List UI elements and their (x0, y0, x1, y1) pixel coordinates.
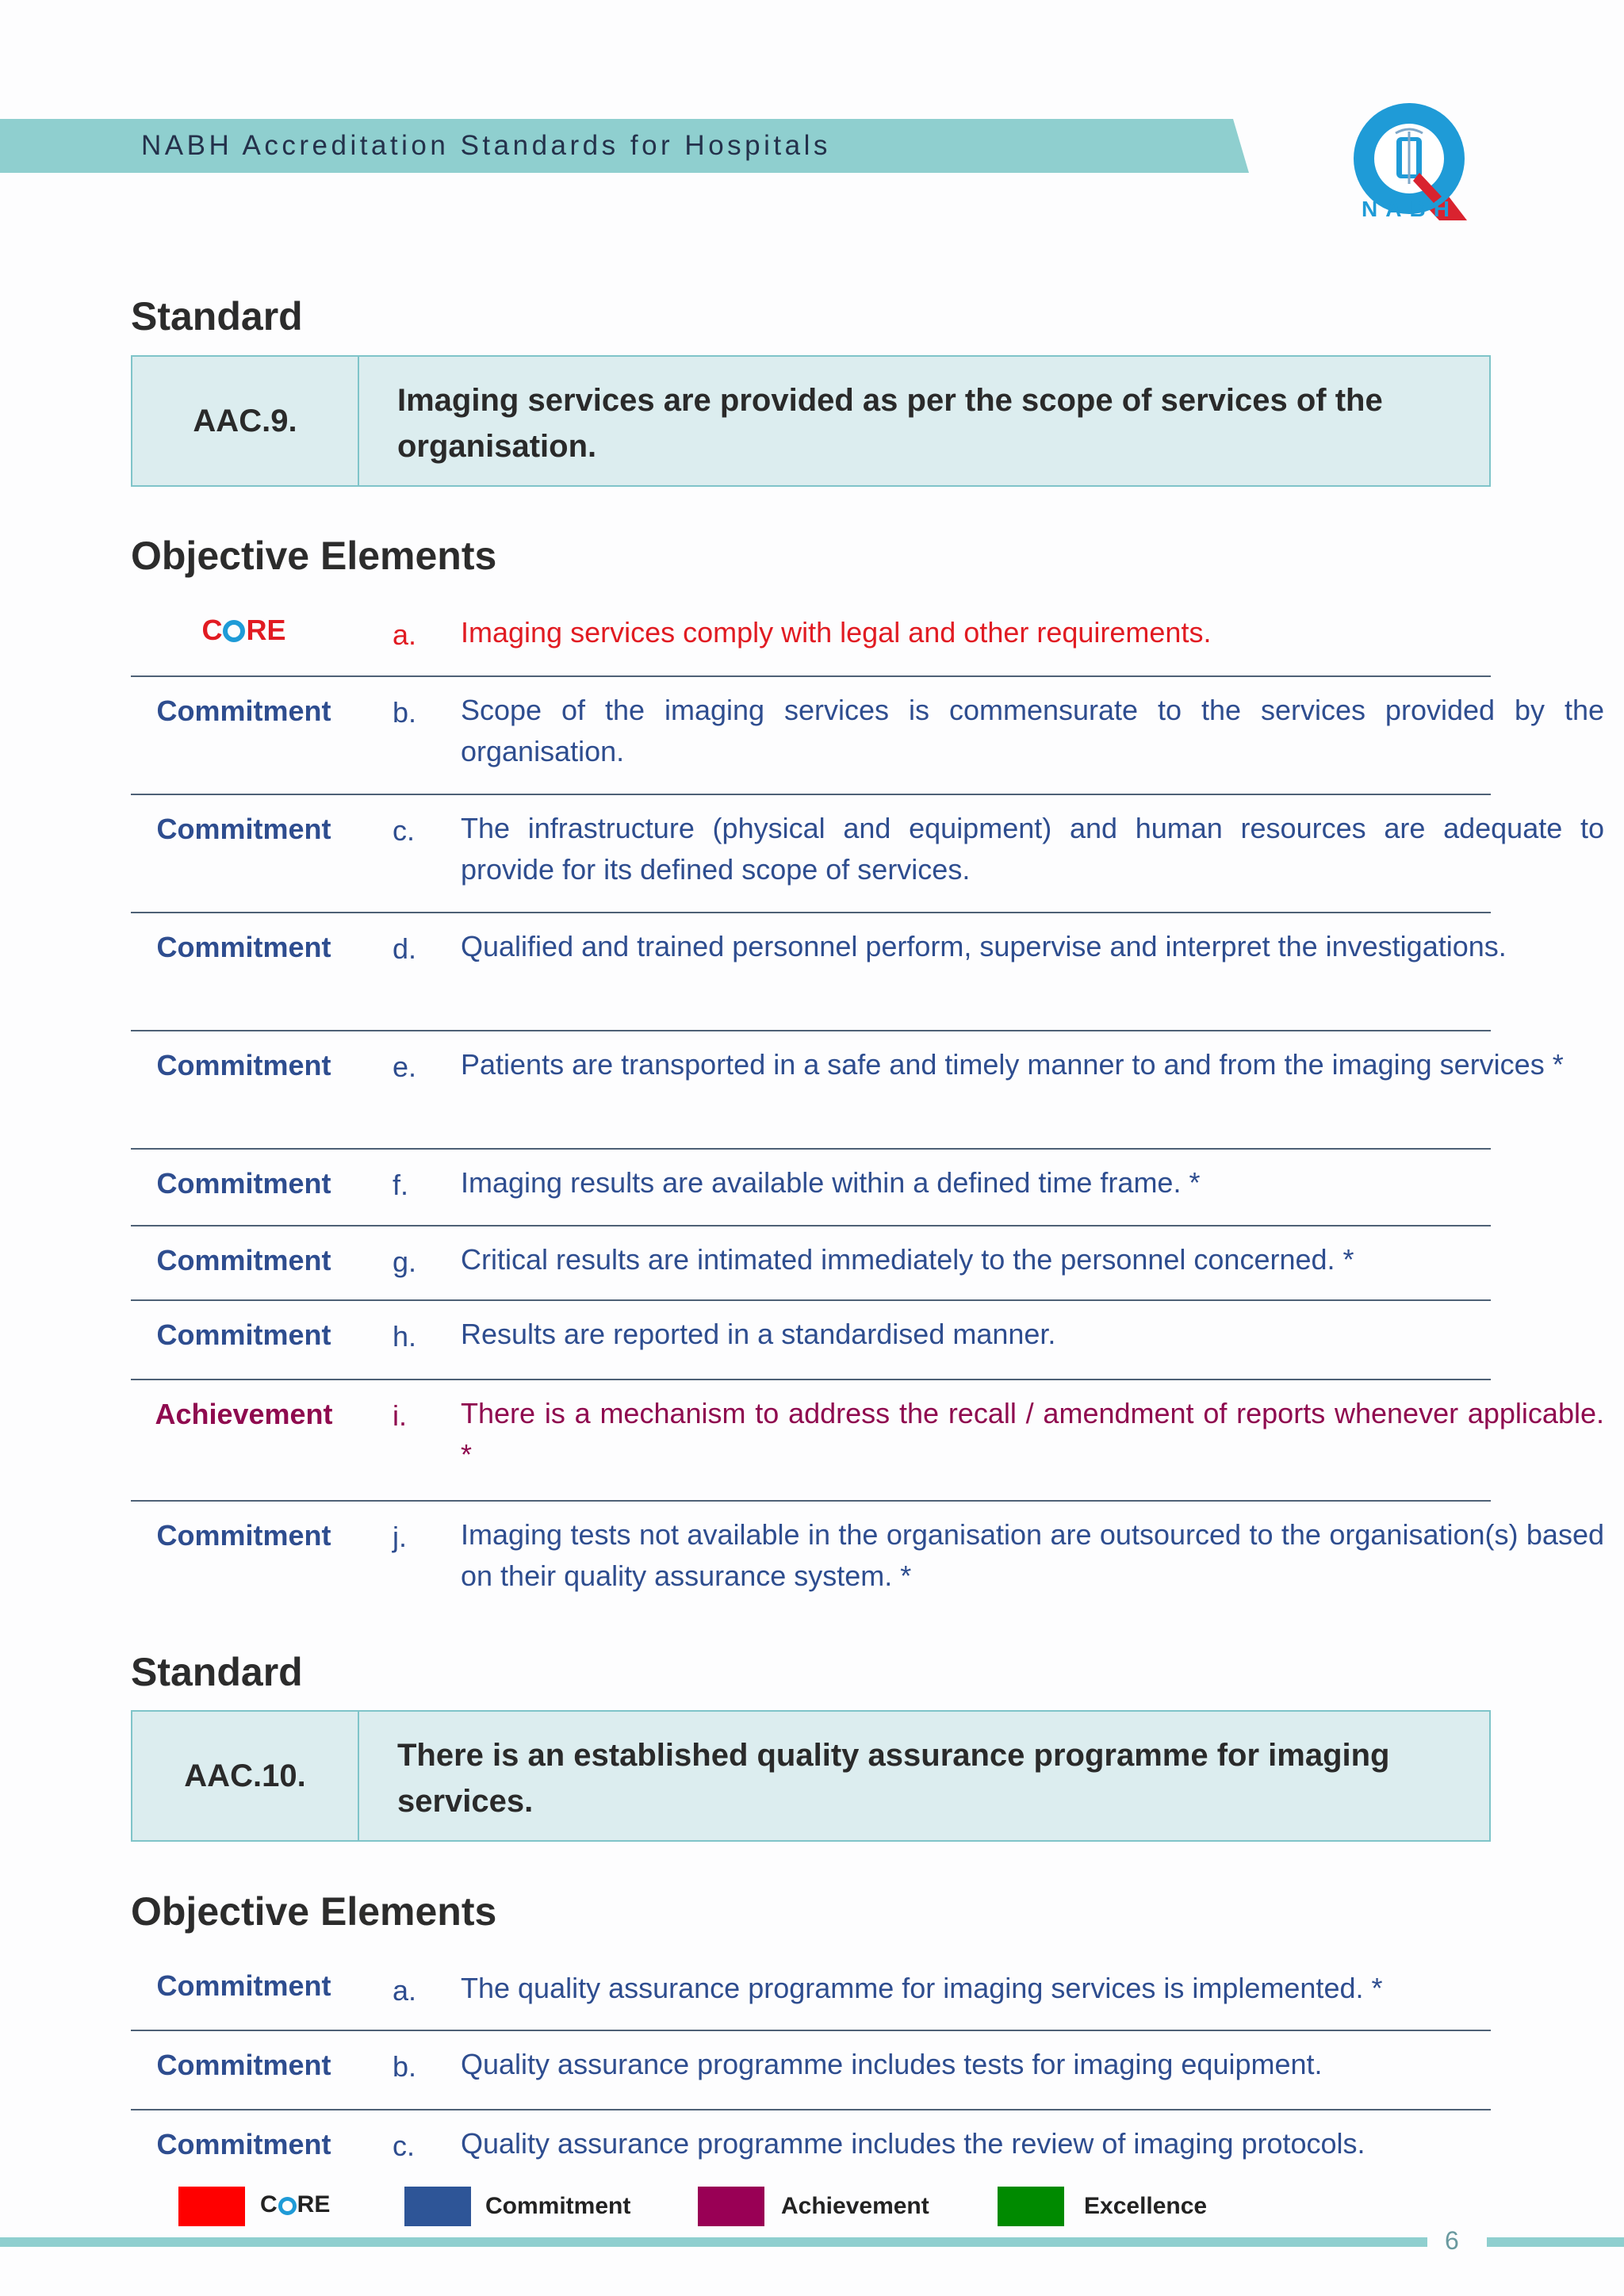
element-text: Critical results are intimated immediately to the personnel concerned. * (461, 1243, 1354, 1276)
footer-rule-left (0, 2237, 1427, 2247)
legend-swatch-excellence (998, 2187, 1064, 2226)
list-item (131, 1380, 1604, 1502)
legend-swatch-core (178, 2187, 245, 2226)
element-text: Quality assurance programme includes the review of imaging protocols. (461, 2127, 1365, 2160)
list-item (131, 913, 1507, 1031)
element-text: Results are reported in a standardised manner. (461, 1318, 1056, 1350)
objective-elements-heading: Objective Elements (131, 534, 497, 578)
category-label: Commitment (156, 1318, 331, 1351)
list-item (131, 604, 1491, 677)
element-text: Imaging results are available within a defined time frame. * (461, 1166, 1201, 1199)
element-text: Imaging services comply with legal and other requirements. (461, 616, 1212, 649)
element-letter: e. (393, 1050, 417, 1083)
list-item (131, 1502, 1604, 1621)
element-letter: h. (393, 1320, 417, 1353)
element-letter: a. (393, 618, 417, 651)
legend-label-achievement: Achievement (781, 2193, 929, 2219)
category-label: Commitment (156, 2128, 331, 2160)
legend-label-commitment: Commitment (485, 2193, 631, 2219)
category-label: Commitment (156, 1049, 331, 1081)
legend-swatch-achievement (698, 2187, 764, 2226)
legend-label-excellence: Excellence (1084, 2193, 1208, 2219)
header-title: NABH Accreditation Standards for Hospitals (141, 130, 831, 161)
list-item (131, 1226, 1491, 1301)
legend-label-core: C RE (260, 2191, 331, 2218)
core-o-icon (278, 2197, 297, 2215)
category-label: Commitment (156, 1244, 331, 1276)
element-letter: f. (393, 1169, 409, 1201)
category-label (131, 614, 357, 647)
list-item (131, 2031, 1491, 2110)
standard-code: AAC.9. (132, 357, 359, 485)
element-letter: g. (393, 1246, 417, 1278)
element-letter: b. (393, 696, 417, 729)
list-item (131, 1150, 1491, 1226)
element-text: Scope of the imaging services is commensurate to the services provided by the organisation. (461, 694, 1604, 767)
standard-box (131, 355, 1491, 487)
category-label: Commitment (156, 1969, 331, 2002)
element-text: Imaging tests not available in the organisation are outsourced to the organisation(s) based on their quality assurance system. * (461, 1518, 1604, 1592)
category-label: Commitment (156, 1167, 331, 1200)
page-number: 6 (1445, 2226, 1459, 2255)
list-item (131, 2110, 1491, 2182)
category-label: Commitment (156, 931, 331, 963)
element-letter: i. (393, 1399, 407, 1432)
list-item (131, 1301, 1491, 1380)
element-letter: b. (393, 2050, 417, 2083)
legend-swatch-commitment (404, 2187, 471, 2226)
element-letter: d. (393, 932, 417, 965)
category-label: Commitment (156, 695, 331, 727)
list-item (131, 795, 1604, 913)
element-text: Quality assurance programme includes tests for imaging equipment. (461, 2048, 1323, 2080)
standard-box (131, 1710, 1491, 1842)
element-text: The quality assurance programme for imaging services is implemented. * (461, 1972, 1383, 2004)
category-label: Achievement (155, 1398, 333, 1430)
standard-statement: Imaging services are provided as per the scope of services of the organisation. (397, 383, 1383, 464)
list-item (131, 677, 1604, 795)
element-text: Qualified and trained personnel perform, supervise and interpret the investigations. (461, 930, 1507, 962)
element-letter: c. (393, 814, 416, 847)
objective-elements-list (131, 1957, 1491, 2182)
standard-code: AAC.10. (132, 1712, 359, 1840)
element-letter: j. (393, 1521, 407, 1553)
standard-heading: Standard (131, 1650, 303, 1694)
element-letter: a. (393, 1974, 417, 2007)
element-text: Patients are transported in a safe and timely manner to and from the imaging services * (461, 1048, 1564, 1081)
legend (0, 2187, 1624, 2226)
standard-statement: There is an established quality assurance programme for imaging services. (397, 1738, 1390, 1819)
category-label: Commitment (156, 1519, 331, 1552)
element-text: The infrastructure (physical and equipment) and human resources are adequate to provide for its defined scope of services. (461, 812, 1604, 886)
element-text: There is a mechanism to address the recall / amendment of reports whenever applicable. * (461, 1397, 1604, 1471)
list-item (131, 1031, 1564, 1150)
element-letter: c. (393, 2130, 416, 2162)
category-label: Commitment (156, 2049, 331, 2081)
standard-heading: Standard (131, 294, 303, 339)
logo-text: NABH (1362, 197, 1457, 221)
core-badge: C RE (201, 614, 286, 646)
objective-elements-list (131, 604, 1604, 1621)
objective-elements-heading: Objective Elements (131, 1889, 497, 1934)
footer-rule-right (1487, 2237, 1624, 2247)
category-label: Commitment (156, 813, 331, 845)
core-o-icon (223, 620, 245, 642)
list-item (131, 1957, 1491, 2031)
